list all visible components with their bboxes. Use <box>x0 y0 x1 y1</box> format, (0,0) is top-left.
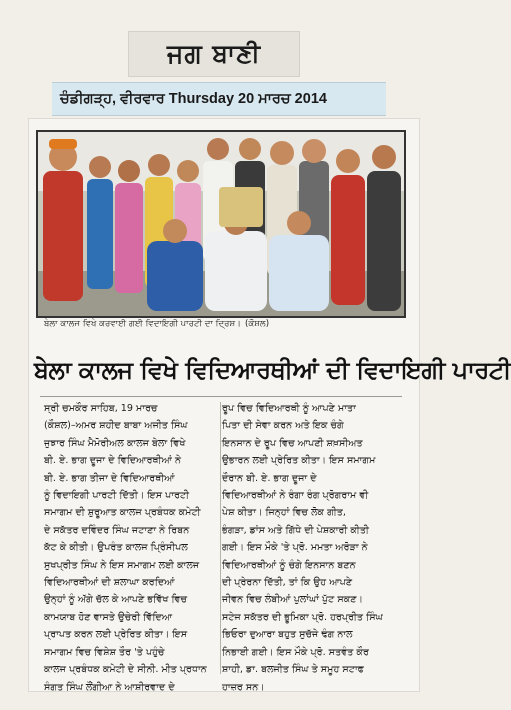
body-line: ਦੇ ਸਕੱਤਰ ਦਵਿੰਦਰ ਸਿੰਘ ਜਟਾਣਾ ਨੇ ਰਿਬਨ <box>44 524 190 536</box>
column-divider <box>220 402 221 674</box>
body-line: ਨੂੰ ਵਿਦਾਇਗੀ ਪਾਰਟੀ ਦਿੱਤੀ। ਇਸ ਪਾਰਟੀ <box>44 490 190 502</box>
body-line: ਰੂਪ ਵਿਚ ਵਿਦਿਆਰਥੀ ਨੂੰ ਆਪਣੇ ਮਾਤਾ <box>222 403 356 414</box>
body-line: ਕੱਟ ਕੇ ਕੀਤੀ। ਉਪਰੰਤ ਕਾਲਜ ਪ੍ਰਿੰਸੀਪਲ <box>44 542 188 554</box>
body-line: ਭੰਗੜਾ, ਡਾਂਸ ਅਤੇ ਗਿੱਧੇ ਦੀ ਪੇਸ਼ਕਾਰੀ ਕੀਤੀ <box>222 524 369 536</box>
body-line: (ਕੌਸ਼ਲ)–ਅਮਰ ਸ਼ਹੀਦ ਬਾਬਾ ਅਜੀਤ ਸਿੰਘ <box>44 420 188 432</box>
body-line: ਜੀਵਨ ਵਿਚ ਲੰਬੀਆਂ ਪੁਲਾਂਘਾਂ ਪੁੱਟ ਸਕਣ। <box>222 594 364 606</box>
body-line: ਵਿਦਿਆਰਥੀਆਂ ਦੀ ਸ਼ਲਾਘਾ ਕਰਦਿਆਂ <box>44 577 175 589</box>
body-line: ਪ੍ਰਾਪਤ ਕਰਨ ਲਈ ਪ੍ਰੇਰਿਤ ਕੀਤਾ। ਇਸ <box>44 629 188 641</box>
body-line: ਸਟੇਜ ਸਕੱਤਰ ਦੀ ਭੂਮਿਕਾ ਪ੍ਰੋ. ਹਰਪ੍ਰੀਤ ਸਿੰਘ <box>222 611 383 623</box>
photo-caption <box>44 319 400 335</box>
body-line: ਉਭਾਰਨ ਲਈ ਪ੍ਰੇਰਿਤ ਕੀਤਾ। ਇਸ ਸਮਾਗਮ <box>222 455 376 467</box>
body-line: ਇਨਸਾਨ ਦੇ ਰੂਪ ਵਿਚ ਆਪਣੀ ਸ਼ਖ਼ਸੀਅਤ <box>222 437 363 449</box>
body-line: ਸ਼ਾਹੀ, ਡਾ. ਬਲਜੀਤ ਸਿੰਘ ਤੇ ਸਮੂਹ ਸਟਾਫ <box>222 664 364 676</box>
photo-caption-text: ਬੇਲਾ ਕਾਲਜ ਵਿਖੇ ਕਰਵਾਈ ਗਈ ਵਿਦਾਇਗੀ ਪਾਰਟੀ ਦਾ ਦ੍ਰਿਸ਼। <box>44 319 241 329</box>
group-photo-illustration <box>37 131 405 317</box>
dateline-text: ਚੰਡੀਗੜ੍ਹ, ਵੀਰਵਾਰ Thursday 20 ਮਾਰਚ 2014 <box>60 91 327 107</box>
body-line: ਕਾਮਯਾਬ ਹੋਣ ਵਾਸਤੇ ਉਚੇਰੀ ਵਿੱਦਿਆ <box>44 611 173 623</box>
body-line: ਸਮਾਗਮ ਵਿਚ ਵਿਸ਼ੇਸ਼ ਤੌਰ 'ਤੇ ਪਹੁੰਚੇ <box>44 646 165 658</box>
body-line: ਪਿਤਾ ਦੀ ਸੇਵਾ ਕਰਨ ਅਤੇ ਇਕ ਚੰਗੇ <box>222 420 344 432</box>
headline-divider <box>40 396 402 397</box>
photo-credit: (ਕੌਸ਼ਲ) <box>244 319 270 329</box>
body-line: ਸ੍ਰੀ ਚਮਕੌਰ ਸਾਹਿਬ, 19 ਮਾਰਚ <box>44 403 158 414</box>
body-line: ਸੁਖਪ੍ਰੀਤ ਸਿੰਘ ਨੇ ਇਸ ਸਮਾਗਮ ਲਈ ਕਾਲਜ <box>44 559 200 571</box>
masthead-title: ਜਗ ਬਾਣੀ <box>167 39 261 68</box>
body-line: ਬੀ. ਏ. ਭਾਗ ਦੂਜਾ ਦੇ ਵਿਦਿਆਰਥੀਆਂ ਨੇ <box>44 455 182 467</box>
newspaper-masthead <box>128 31 300 77</box>
body-line: ਦੀ ਪ੍ਰੇਰਨਾ ਦਿੱਤੀ, ਤਾਂ ਕਿ ਉਹ ਆਪਣੇ <box>222 577 353 589</box>
body-line: ਸਮਾਗਮ ਦੀ ਸ਼ੁਰੂਆਤ ਕਾਲਜ ਪ੍ਰਬੰਧਕ ਕਮੇਟੀ <box>44 507 201 519</box>
body-line: ਵਿਦਿਆਰਥੀਆਂ ਨੇ ਰੰਗਾ ਰੰਗ ਪ੍ਰੋਗਰਾਮ ਵੀ <box>222 490 369 502</box>
body-line: ਭਿਓਰਾ ਦੁਆਰਾ ਬਹੁਤ ਸੁਚੱਜੇ ਢੰਗ ਨਾਲ <box>222 629 353 641</box>
body-line: ਕਾਲਜ ਪ੍ਰਬੰਧਕ ਕਮੇਟੀ ਦੇ ਸੀਨੀ. ਮੀਤ ਪ੍ਰਧਾਨ <box>44 664 207 676</box>
article-column-right <box>222 400 398 693</box>
body-line: ਪੇਸ਼ ਕੀਤਾ। ਜਿਨ੍ਹਾਂ ਵਿਚ ਲੋਕ ਗੀਤ, <box>222 507 346 519</box>
body-line: ਦੌਰਾਨ ਬੀ. ਏ. ਭਾਗ ਦੂਜਾ ਦੇ <box>222 472 317 484</box>
body-line: ਵਿਦਿਆਰਥੀਆਂ ਨੂੰ ਚੰਗੇ ਇਨਸਾਨ ਬਣਨ <box>222 559 356 571</box>
news-photo <box>36 130 406 318</box>
body-line: ਨਿਭਾਈ ਗਈ। ਇਸ ਮੌਕੇ ਪ੍ਰੋ. ਸਤਵੰਤ ਕੌਰ <box>222 646 369 658</box>
article-headline: ਬੇਲਾ ਕਾਲਜ ਵਿਖੇ ਵਿਦਿਆਰਥੀਆਂ ਦੀ ਵਿਦਾਇਗੀ ਪਾਰਟੀ <box>34 356 511 384</box>
body-line: ਜੁਝਾਰ ਸਿੰਘ ਮੈਮੋਰੀਅਲ ਕਾਲਜ ਬੇਲਾ ਵਿਖੇ <box>44 437 186 449</box>
body-line: ਹਾਜ਼ਰ ਸਨ। <box>222 681 265 693</box>
body-line: ਗਈ। ਇਸ ਮੌਕੇ 'ਤੇ ਪ੍ਰੋ. ਮਮਤਾ ਅਰੋੜਾ ਨੇ <box>222 542 368 554</box>
body-line: ਉਨ੍ਹਾਂ ਨੂੰ ਅੱਗੇ ਚੱਲ ਕੇ ਆਪਣੇ ਭਵਿੱਖ ਵਿਚ <box>44 594 188 606</box>
body-line: ਬੀ. ਏ. ਭਾਗ ਤੀਜਾ ਦੇ ਵਿਦਿਆਰਥੀਆਂ <box>44 472 175 484</box>
article-column-left <box>44 400 220 693</box>
body-line: ਸੰਗਤ ਸਿੰਘ ਲੌਂਗੀਆ ਨੇ ਆਸ਼ੀਰਵਾਦ ਦੇ <box>44 681 175 693</box>
dateline-banner <box>52 82 386 116</box>
